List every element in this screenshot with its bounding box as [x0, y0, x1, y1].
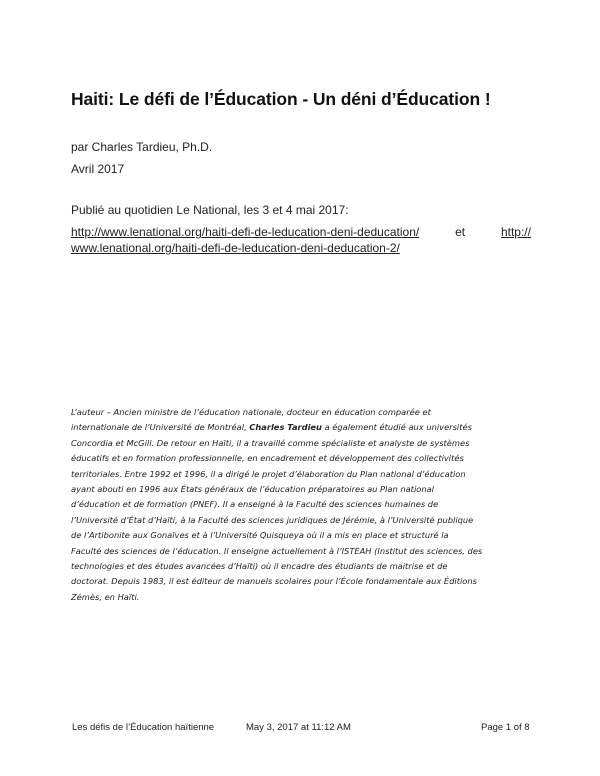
link-separator: et [455, 225, 466, 239]
footer-timestamp: May 3, 2017 at 11:12 AM [246, 722, 351, 733]
footer-page-number: Page 1 of 8 [481, 722, 530, 733]
bio-line: L’auteur – Ancien ministre de l’éducation nationale, docteur en éducation comparée et [71, 407, 431, 417]
bio-line [71, 420, 535, 435]
bio-line: de l’Artibonite aux Gonaïves et à l’Université Quisqueya où il a mis en place et structuré la [71, 530, 449, 541]
date-line: Avril 2017 [71, 162, 125, 176]
bio-text: a également étudié aux universités [321, 422, 472, 433]
bio-line: technologies et des études avancées d’Haïti) où il encadre des étudiants de maitrise et de [71, 561, 448, 572]
bio-line: l’Université d’État d’Haïti, à la Faculté des sciences juridiques de Jérémie, à l’Université publique [71, 514, 474, 525]
source-links [71, 224, 531, 256]
publication-note: Publié au quotidien Le National, les 3 et 4 mai 2017: [71, 203, 349, 217]
bio-line: Concordia et McGill. De retour en Haïti, il a travaillé comme spécialiste et analyste de systèmes [71, 437, 470, 448]
author-biography [71, 405, 535, 605]
link-part-2-start[interactable]: http:// [500, 225, 531, 239]
author-line: par Charles Tardieu, Ph.D. [71, 140, 213, 154]
link-part-1[interactable]: http://www.lenational.org/haiti-defi-de-leducation-deni-deducation/ [71, 225, 420, 239]
bio-text: internationale de l’Université de Montréal, [71, 422, 250, 433]
bio-line: territoriales. Entre 1992 et 1996, il a dirigé le projet d’élaboration du Plan national d’éducation [71, 468, 466, 479]
bio-line: Zémès, en Haïti. [71, 591, 140, 602]
links-second-row [71, 240, 531, 256]
bio-line: éducatifs et en formation professionnelle, en encadrement et développement des collectivités [71, 453, 464, 464]
link-part-2-end[interactable]: www.lenational.org/haiti-defi-de-leducation-deni-deducation-2/ [71, 241, 400, 255]
footer-document-title: Les défis de l’Éducation haïtienne [72, 722, 215, 733]
links-first-row [71, 224, 531, 240]
bio-line: ayant abouti en 1996 aux États généraux de l’éducation préparatoires au Plan national [71, 484, 434, 495]
bio-line: d’éducation et de formation (PNEF). Il a enseigné à la Faculté des sciences humaines de [71, 499, 439, 510]
bio-line: Faculté des sciences de l’éducation. Il enseigne actuellement à l’ISTEAH (Institut des sciences, des [71, 545, 483, 556]
bio-author-name: Charles Tardieu [249, 422, 322, 433]
bio-line: doctorat. Depuis 1983, il est éditeur de manuels scolaires pour l’École fondamentale aux Éditions [71, 576, 477, 587]
document-title: Haiti: Le défi de l’Éducation - Un déni d’Éducation ! [71, 89, 491, 109]
